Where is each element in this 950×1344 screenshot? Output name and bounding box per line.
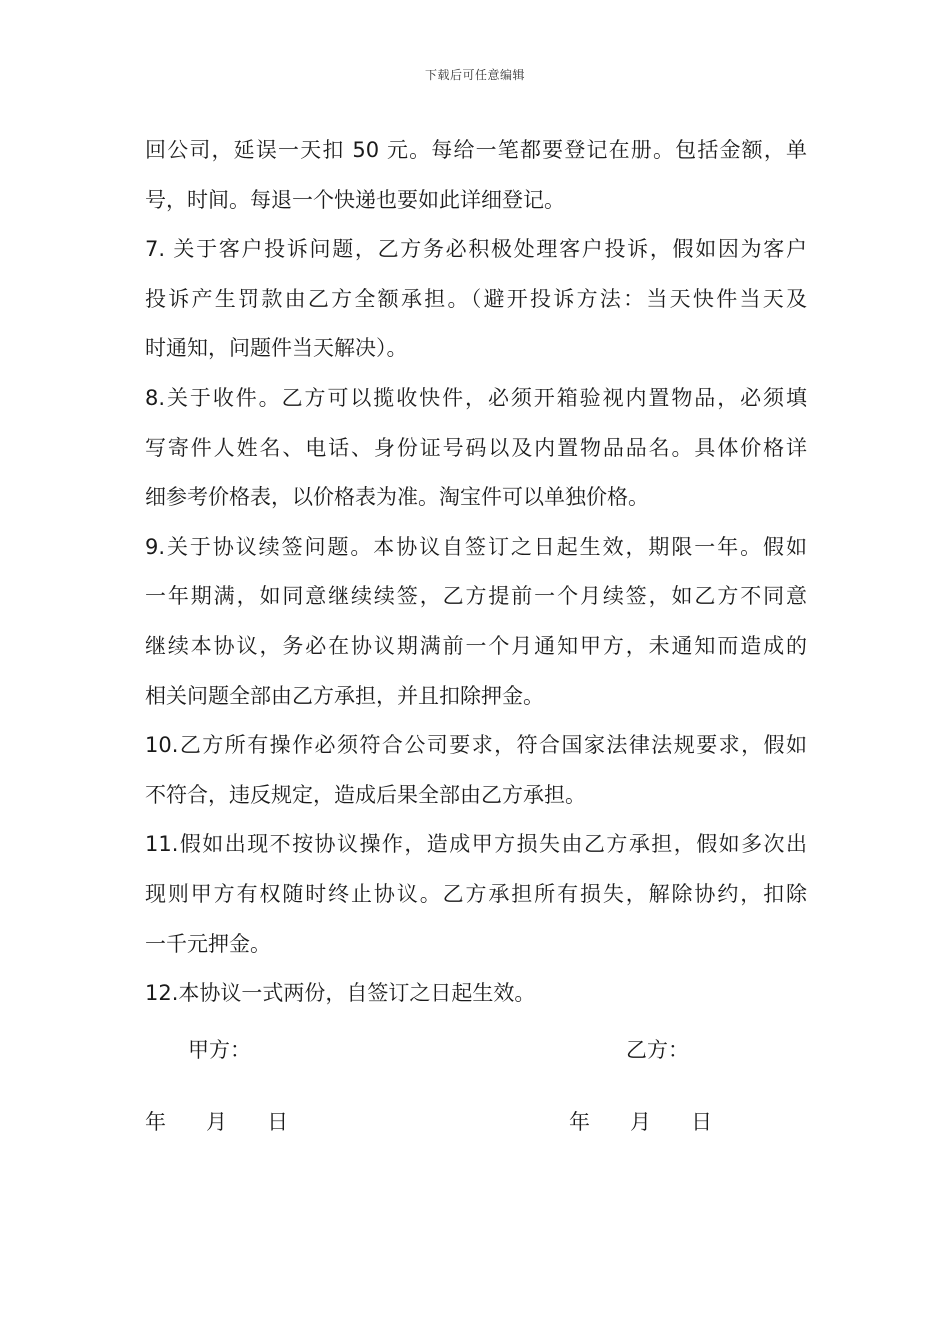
- party-b-signature-label: 乙方：: [626, 1038, 689, 1062]
- text-line: 号，时间。每退一个快递也要如此详细登记。: [145, 187, 565, 212]
- text-line: 一千元押金。: [145, 931, 271, 956]
- text-line: 相关问题全部由乙方承担，并且扣除押金。: [145, 683, 544, 708]
- text-line: 回公司，延误一天扣 50 元。每给一笔都要登记在册。包括金额，单: [145, 138, 807, 162]
- text-line: 现则甲方有权随时终止协议。乙方承担所有损失，解除协约，扣除: [145, 881, 807, 906]
- text-line: 写寄件人姓名、电话、身份证号码以及内置物品品名。具体价格详: [145, 435, 807, 460]
- party-a-signature-label: 甲方：: [188, 1038, 251, 1062]
- text-line: 8.关于收件。乙方可以揽收快件，必须开箱验视内置物品，必须填: [145, 385, 807, 410]
- document-body: [145, 126, 807, 1019]
- text-line: 继续本协议，务必在协议期满前一个月通知甲方，未通知而造成的: [145, 633, 807, 658]
- text-line: 12.本协议一式两份，自签订之日起生效。: [145, 981, 536, 1006]
- text-line: 10.乙方所有操作必须符合公司要求，符合国家法律法规要求，假如: [145, 733, 807, 758]
- text-line: 11.假如出现不按协议操作，造成甲方损失由乙方承担，假如多次出: [145, 832, 807, 857]
- page-header: 下载后可任意编辑: [424, 68, 525, 82]
- text-line: 时通知，问题件当天解决）。: [145, 336, 408, 361]
- text-line: 不符合，违反规定，造成后果全部由乙方承担。: [145, 782, 586, 807]
- text-line: 7. 关于客户投诉问题，乙方务必积极处理客户投诉，假如因为客户: [145, 237, 807, 262]
- party-b-date: 年 月 日: [569, 1110, 713, 1134]
- text-line: 一年期满，如同意继续续签，乙方提前一个月续签，如乙方不同意: [145, 584, 807, 609]
- text-line: 9.关于协议续签问题。本协议自签订之日起生效，期限一年。假如: [145, 534, 807, 559]
- party-a-date: 年 月 日: [145, 1110, 289, 1134]
- text-line: 投诉产生罚款由乙方全额承担。（避开投诉方法：当天快件当天及: [145, 286, 807, 311]
- text-line: 细参考价格表，以价格表为准。淘宝件可以单独价格。: [145, 485, 649, 510]
